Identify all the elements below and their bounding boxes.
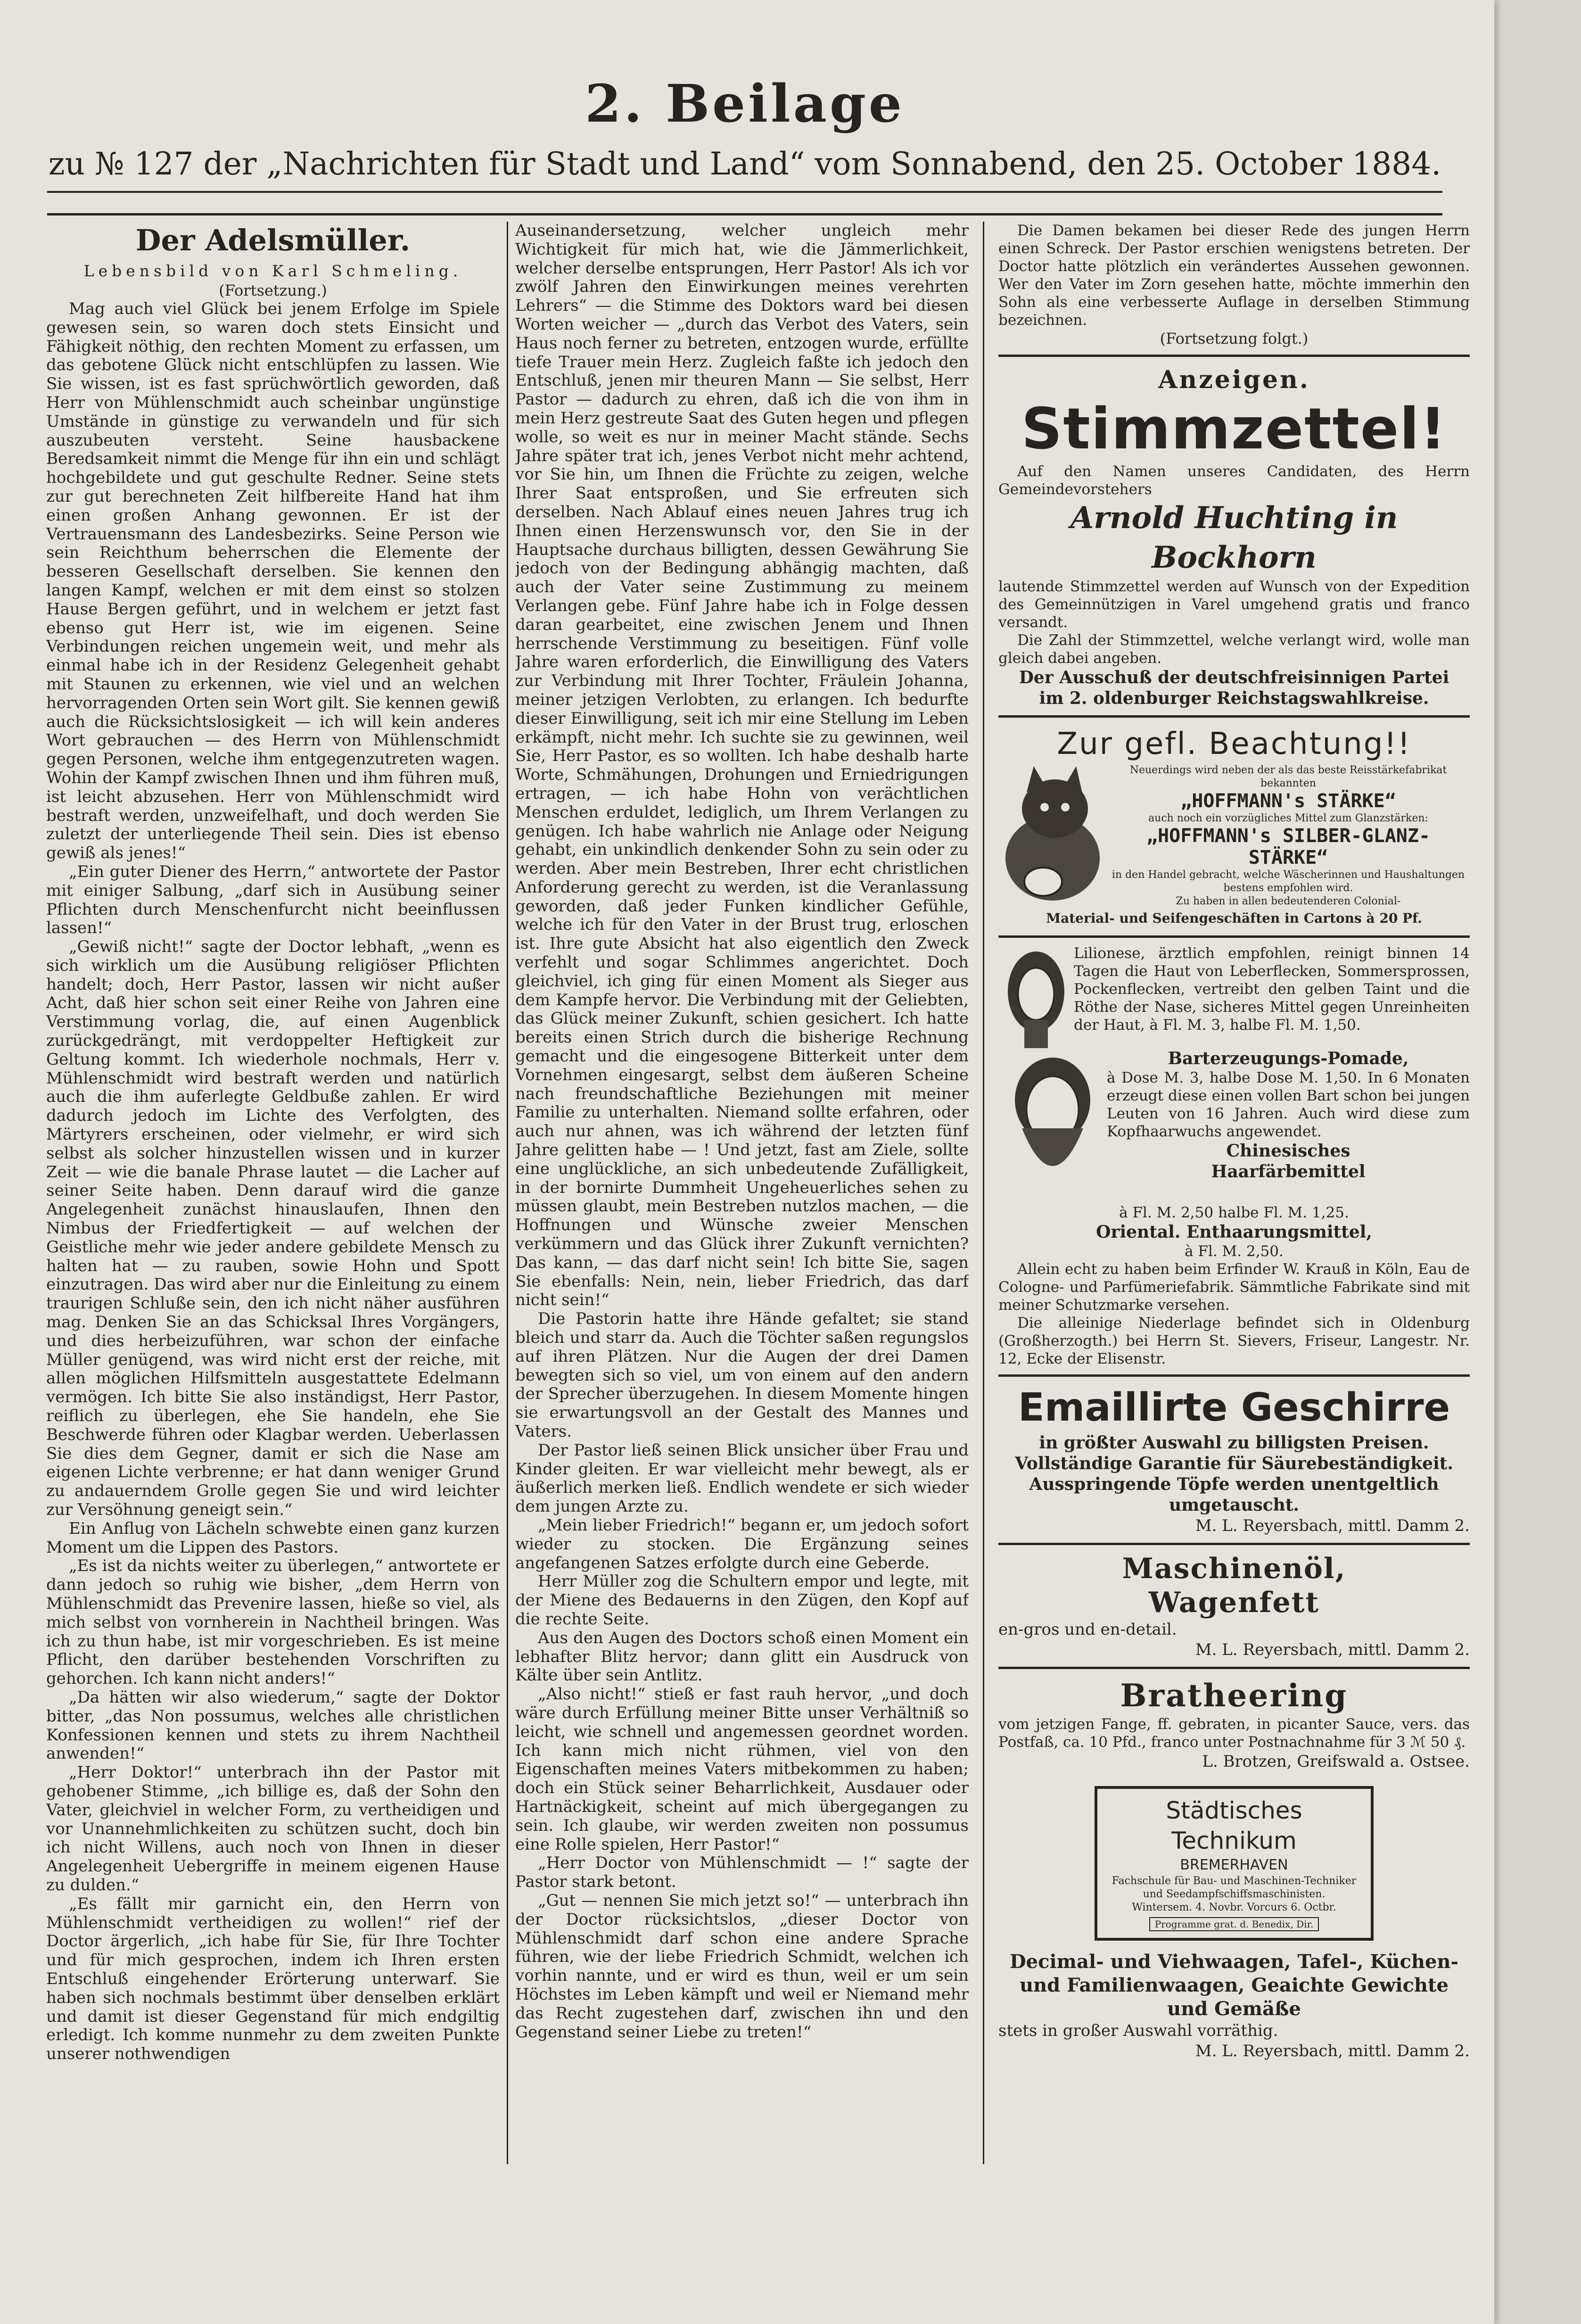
ad-rule xyxy=(998,935,1470,938)
ad-text: lautende Stimmzettel werden auf Wunsch von der Expedition des Gemeinnützigen in Varel umgehend gratis und franco versandt. xyxy=(998,578,1470,631)
ad-text: Fachschule für Bau- und Maschinen-Techniker und Seedampfschiffsmaschinisten. xyxy=(1112,1875,1357,1900)
bearded-man-portrait-icon xyxy=(998,1048,1107,1204)
ad-hoffmann-row xyxy=(998,764,1470,908)
brand-name: „HOFFMANN's STÄRKE“ xyxy=(1180,790,1396,812)
ads-heading-block xyxy=(998,364,1470,397)
paragraph: „Herr Doctor von Mühlenschmidt — !“ sagte der Pastor stark betont. xyxy=(515,1853,969,1892)
paragraph: „Mein lieber Friedrich!“ begann er, um jedoch sofort wieder zu stocken. Die Ergänzung seines angefangenen Satzes erfolgte durch eine Geberde. xyxy=(515,1515,969,1572)
ad-oriental-price: à Fl. M. 2,50. xyxy=(1185,1243,1284,1260)
ad-hoffmann-title: Zur gefl. Beachtung!! xyxy=(1057,727,1411,761)
ad-rule xyxy=(998,715,1470,718)
ad-signature: M. L. Reyersbach, mittl. Damm 2. xyxy=(1195,2042,1470,2060)
ad-signature: im 2. oldenburger Reichstagswahlkreise. xyxy=(1039,688,1429,708)
ad-pomade xyxy=(1107,1069,1470,1141)
ad-text: Wintersem. 4. Novbr. Vorcurs 6. Octbr. xyxy=(1132,1902,1336,1913)
ad-text: Programme grat. d. Benedix, Dir. xyxy=(1149,1917,1319,1931)
ad-candidate-name: Arnold Huchting in Bockhorn xyxy=(1070,500,1398,575)
paragraph: Die Damen bekamen bei dieser Rede des jungen Herrn einen Schreck. Der Pastor erschien wenigstens betreten. Der Doctor hatte plötzlich ein verändertes Aussehen gewonnen. Wer den Vater im Zorn gesehen hatte, möchte immerhin den Sohn als eine verbesserte Auflage in derselben Stimmung bezeichnen. xyxy=(998,222,1470,329)
cat-illustration-icon xyxy=(998,764,1107,905)
ad-bratheering-title: Bratheering xyxy=(1120,1677,1348,1714)
paragraph: Der Pastor ließ seinen Blick unsicher über Frau und Kinder gleiten. Er war vielleicht mehr bewegt, als er äußerlich merken ließ. Endlich wendete er sich wieder dem jungen Arzte zu. xyxy=(515,1440,969,1516)
paragraph: „Ein guter Diener des Herrn,“ antwortete der Pastor mit einiger Salbung, „darf sich in Ausübung seiner Pflichten durch Menschenfurcht nicht beeinflussen lassen!“ xyxy=(46,862,500,938)
paragraph: „Es fällt mir garnicht ein, den Herrn von Mühlenschmidt vertheidigen zu wollen!“ rief der Doctor ärgerlich, „ich habe für Sie, für Ihre Tochter und für mich gesprochen, indem ich Ihren ersten Entschluß eingehender Erörterung unterwarf. Sie haben sich nochmals bestimmt über denselben erklärt und damit ist dieser Gegenstand für mich endgiltig erledigt. Ich komme nunmehr zu dem zweiten Punkte unserer nothwendigen xyxy=(46,1894,500,2064)
ad-technikum-title: Städtisches Technikum xyxy=(1166,1797,1302,1854)
ad-krauss-body xyxy=(998,1260,1470,1368)
story-text-col1 xyxy=(46,300,500,2064)
ad-technikum-city: BREMERHAVEN xyxy=(1180,1857,1288,1873)
ad-text: Zu haben in allen bedeutenderen Colonial- xyxy=(1176,895,1401,907)
ad-text: à Dose M. 3, halbe Dose M. 1,50. In 6 Monaten erzeugt diese einen vollen Bart schon bei jungen Leuten von 16 Jahren. Auch wird diese zum Kopfhaarwuchs angewendet. xyxy=(1107,1069,1470,1140)
section-rule xyxy=(998,355,1470,357)
ad-text: Die Zahl der Stimmzettel, welche verlangt wird, wolle man gleich dabei angeben. xyxy=(998,632,1470,667)
ad-rule xyxy=(998,1374,1470,1377)
ad-rule xyxy=(998,1543,1470,1545)
paragraph: „Da hätten wir also wiederum,“ sagte der Doktor bitter, „das Non possumus, welches alle christlichen Konfessionen kennen und stets zu ihrem Nachtheil anwenden!“ xyxy=(46,1687,500,1763)
ad-maschinen xyxy=(998,1552,1470,1660)
ad-lilionese xyxy=(1074,944,1470,1034)
ad-stimmzettel xyxy=(998,397,1470,709)
paragraph: „Also nicht!“ stieß er fast rauh hervor, „und doch wäre durch Erfüllung meiner Bitte unser Verhältniß so leicht, wie schnell und angemessen geordnet worden. Ich kann mich nicht rühmen, viel von den Eigenschaften meines Vaters mitbekommen zu haben; doch ein Stück seiner Beharrlichkeit, Ausdauer oder Hartnäckigkeit, scheint auf mich übergegangen zu sein. Ich glaube, wir werden zweiten non possumus eine Rolle spielen, Herr Pastor!“ xyxy=(515,1685,969,1854)
ad-text: en-gros und en-detail. xyxy=(998,1620,1177,1639)
ads-heading: Anzeigen. xyxy=(1158,365,1310,394)
story-column-2 xyxy=(515,222,969,2042)
paragraph: „Es ist da nichts weiter zu überlegen,“ antwortete er dann jedoch so ruhig wie bisher, „dem Herrn von Mühlenschmidt das Prevenire lassen, hieße so viel, als mich selbst von vornherein in Nachtheil bringen. Was ich zu thun habe, ist mir vorgeschrieben. Es ist meine Pflicht, den darüber bestehenden Vorschriften zu gehorchen. Ich kann nicht anders!“ xyxy=(46,1556,500,1688)
ad-text: auch noch ein vorzügliches Mittel zum Glanzstärken: xyxy=(1148,812,1428,824)
supplement-subtitle: zu № 127 der „Nachrichten für Stadt und Land“ vom Sonnabend, den 25. October 1884. xyxy=(48,146,1441,182)
story-text-col2 xyxy=(515,222,969,2042)
paragraph: „Gewiß nicht!“ sagte der Doctor lebhaft, „wenn es sich wirklich um die Ausübung religiöser Pflichten handelt; doch, Herr Pastor, lassen wir nicht außer Acht, daß hier schon seit einer Reihe von Jahren eine Verstimmung vorlag, die, auf einen Augenblick zurückgedrängt, mit verdoppelter Heftigkeit zur Geltung kommt. Ich wiederhole nochmals, Herr v. Mühlenschmidt wird bestraft werden und natürlich auch die ihm auferlegte Geldbuße zahlen. Er wird dadurch jedoch im Lichte des Verfolgten, des Märtyrers erscheinen, oder vielmehr, er wird sich selbst als solcher hinzustellen wissen und in kurzer Zeit — wie die banale Phrase lautet — die Lacher auf seiner Seite haben. Denn darauf wird die ganze Angelegenheit zunächst hinauslaufen, Ihnen den Nimbus der Friedfertigkeit — auf welchen der Geistliche mehr wie jeder andere gebildete Mensch zu halten hat — zu rauben, sowie Hohn und Spott einzutragen. Das wird aber nur die Einleitung zu einem traurigen Schluße sein, den ich nicht näher ausführen mag. Denken Sie an das Schicksal Ihres Vorgängers, und dies herbeizuführen, war schon der einfache Müller genügend, was wird nicht erst der reiche, mit allen möglichen Hilfsmitteln ausgestattete Edelmann vermögen. Ich bitte Sie also inständigst, Herr Pastor, reiflich zu überlegen, ehe Sie handeln, ehe Sie Beschwerde führen oder Klagbar werden. Ueberlassen Sie dies dem Gegner, damit er sich die Nase am eigenen Lichte verbrenne; er hat dann weniger Grund zu andauerndem Grolle gegen Sie und wird leichter zur Versöhnung geneigt sein.“ xyxy=(46,937,500,1519)
story-subtitle: Lebensbild von Karl Schmeling. xyxy=(83,262,462,280)
ad-stimmzettel-title: Stimmzettel! xyxy=(1021,397,1447,462)
paragraph: Herr Müller zog die Schultern empor und legte, mit der Miene des Bedauerns in den Zügen, den Kopf auf die rechte Seite. xyxy=(515,1572,969,1629)
supplement-title: 2. Beilage xyxy=(585,73,905,134)
header-rule-thick xyxy=(47,213,1442,215)
ad-stimmzettel-body xyxy=(998,578,1470,667)
story-to-be-continued: (Fortsetzung folgt.) xyxy=(1160,330,1309,347)
story-conclusion xyxy=(998,222,1470,329)
ad-maschinen-title: Wagenfett xyxy=(1148,1586,1320,1619)
ad-text: Auf den Namen unseres Candidaten, des Herrn Gemeindevorstehers xyxy=(998,463,1470,498)
ad-bratheering xyxy=(998,1676,1470,1772)
ad-waagen-title: Decimal- und Viehwaagen, Tafel-, Küchen- und Familienwaagen, Geaichte Gewichte und Gemäße xyxy=(1009,1951,1459,2020)
header-rule xyxy=(47,191,1442,193)
paragraph: Mag auch viel Glück bei jenem Erfolge im Spiele gewesen sein, so waren doch stets Einsicht und Fähigkeit nöthig, den rechten Moment zu erfassen, um das gebotene Glück nicht entschlüpfen zu lassen. Wie Sie wissen, ist es fast sprüchwörtlich geworden, daß Herr von Mühlenschmidt auch scheinbar ungünstige Umstände in günstige zu verwandeln und für sich auszubeuten versteht. Seine hausbackene Beredsamkeit nimmt die Menge für ihn ein und schlägt hochgebildete und gut geschulte Redner. Seine stets zur gut berechneten Zeit hilfbereite Hand hat ihm einen großen Anhang gewonnen. Er ist der Vertrauensmann des Landesbezirks. Seine Person wie sein Reichthum beherrschen die Elemente der besseren Gesellschaft derselben. Sie kennen den langen Kampf, welchen er mit dem einst so stolzen Hause Bergen geführt, und in welchem er jetzt fast ebenso gut Herr ist, wie im eigenen. Seine Verbindungen reichen ungemein weit, und mehr als einmal habe ich in der Residenz Gelegenheit gehabt mit Staunen zu erkennen, wie viel und an welchen hervorragenden Orten sein Wort gilt. Sie kennen gewiß auch die Rücksichtslosigkeit — ich will kein anderes Wort gebrauchen — des Herrn von Mühlenschmidt gegen Personen, welche ihm entgegenzutreten wagen. Wohin der Kampf zwischen Ihnen und ihm führen muß, ist leicht abzusehen. Herr von Mühlenschmidt wird bestraft werden, unzweifelhaft, und doch werden Sie zuletzt der unterliegende Theil sein. Dies ist ebenso gewiß als jenes!“ xyxy=(46,299,500,863)
ad-krauss xyxy=(998,944,1470,1368)
ad-text: in den Handel gebracht, welche Wäscherinnen und Haushaltungen bestens empfohlen wird. xyxy=(1112,869,1465,894)
ad-pomade-title: Barterzeugungs-Pomade, xyxy=(1168,1049,1409,1068)
ad-text: Die alleinige Niederlage befindet sich in Oldenburg (Großherzogth.) bei Herrn St. Sievers, Friseur, Langestr. Nr. 12, Ecke der Elisenstr. xyxy=(998,1315,1470,1367)
ad-email-title: Emaillirte Geschirre xyxy=(1018,1385,1450,1430)
column-divider-1 xyxy=(507,222,508,2164)
ad-text: vom jetzigen Fange, ff. gebraten, in picanter Sauce, vers. das Postfaß, ca. 10 Pfd., franco unter Postnachnahme für 3 ℳ 50 ₰. xyxy=(998,1716,1470,1751)
story-title: Der Adelsmüller. xyxy=(135,223,411,257)
ad-signature: Der Ausschuß der deutschfreisinnigen Partei xyxy=(1019,668,1449,687)
ad-text: in größter Auswahl zu billigsten Preisen. xyxy=(1039,1433,1429,1453)
ad-text: Allein echt zu haben beim Erfinder W. Krauß in Köln, Eau de Cologne- und Parfümeriefabrik. Sämmtliche Fabrikate sind mit meiner Schutzmarke versehen. xyxy=(998,1261,1470,1314)
ad-email xyxy=(998,1383,1470,1536)
ad-hoffmann xyxy=(998,724,1470,929)
ad-text: Vollständige Garantie für Säurebeständigkeit. Ausspringende Töpfe werden unentgeltlich umgetauscht. xyxy=(1015,1454,1453,1515)
ad-text: Material- und Seifengeschäften in Cartons à 20 Pf. xyxy=(1046,910,1422,926)
story-continued: (Fortsetzung.) xyxy=(219,281,327,299)
ad-signature: M. L. Reyersbach, mittl. Damm 2. xyxy=(1195,1516,1470,1535)
ad-technikum xyxy=(1095,1786,1374,1941)
ad-bratheering-body xyxy=(998,1715,1470,1751)
paragraph: Ein Anflug von Lächeln schwebte einen ganz kurzen Moment um die Lippen des Pastors. xyxy=(46,1519,500,1557)
ads-column xyxy=(998,222,1470,2061)
ad-oriental: Oriental. Enthaarungsmittel, xyxy=(1096,1222,1372,1242)
ad-text: Neuerdings wird neben der als das beste Reisstärkefabrikat bekannten xyxy=(1129,764,1447,789)
paragraph: „Herr Doktor!“ unterbrach ihn der Pastor mit gehobener Stimme, „ich billige es, daß der Sohn den Vater, gleichviel in welcher Form, zu vertheidigen und vor Unannehmlichkeiten zu schützen sucht, doch bin ich nicht Willens, auch noch von Ihnen in dieser Angelegenheit Uebergriffe in meinem eigenen Hause zu dulden.“ xyxy=(46,1763,500,1894)
story-column-1 xyxy=(46,222,500,2064)
ad-rule xyxy=(998,1667,1470,1669)
ad-krauss-row-1 xyxy=(998,944,1470,1048)
column-divider-2 xyxy=(983,222,984,2164)
ad-haar-title: Haarfärbemittel xyxy=(1211,1162,1366,1182)
ad-stimmzettel-intro xyxy=(998,463,1470,498)
ad-maschinen-title: Maschinenöl, xyxy=(1122,1552,1346,1585)
ad-waagen xyxy=(998,1950,1470,2061)
ad-signature: L. Brotzen, Greifswald a. Ostsee. xyxy=(1202,1752,1470,1771)
paragraph: Auseinandersetzung, welcher ungleich mehr Wichtigkeit für mich hat, wie die Jämmerlichkeit, welcher derselbe entsprungen, Herr Pastor! Als ich vor zwölf Jahren den Einwirkungen meines verehrten Lehrers“ — die Stimme des Doktors ward bei diesen Worten weicher — „durch das Verbot des Vaters, sein Haus noch ferner zu betreten, entzogen wurde, erfüllte tiefe Trauer mein Herz. Zugleich faßte ich jedoch den Entschluß, jenen mir theuren Mann — Sie selbst, Herr Pastor — dadurch zu ehren, daß ich die von ihm in mein Herz gestreute Saat des Guten hegen und pflegen wolle, so weit es nur in meiner Macht stände. Sechs Jahre später trat ich, jenes Verbot nicht mehr achtend, vor Sie hin, um Ihnen die Früchte zu zeigen, welche Ihrer Saat entsproßen, und Sie erfreuten sich derselben. Nach Ablauf eines neuen Jahres trug ich Ihnen einen Herzenswunsch vor, den Sie in der Hauptsache durchaus billigten, dessen Gewährung Sie jedoch von der Bedingung abhängig machten, daß auch der Vater seine Zustimmung zu meinem Verlangen gebe. Fünf Jahre habe ich in Folge dessen daran gearbeitet, eine zwischen Jenem und Ihnen herrschende Verstimmung zu beseitigen. Fünf volle Jahre waren erforderlich, die Einwilligung des Vaters zur Verbindung mit Ihrer Tochter, Fräulein Johanna, meiner jetzigen Verlobten, zu erlangen. Ich bedurfte dieser Einwilligung, seit ich mir eine Stellung im Leben erkämpft, nicht mehr. Ich suchte sie zu gewinnen, weil Sie, Herr Pastor, es so wollten. Ich habe deshalb harte Worte, Schmähungen, Drohungen und Erniedrigungen ertragen, — ich habe Hohn von verächtlichen Menschen erduldet, lediglich, um Ihrem Verlangen zu genügen. Ich habe wahrlich nie Anlage oder Neigung gehabt, ein unkindlich denkender Sohn zu sein oder zu werden. Aber mein Bestreben, Ihrer echt christlichen Anforderung gerecht zu werden, ist die Veranlassung geworden, daß jeder Funken kindlicher Gefühle, welche ich für den Vater in der Brust trug, erloschen ist. Ihre gute Absicht hat also eigentlich den Zweck verfehlt und sogar Schlimmes angerichtet. Doch gleichviel, ich ging für einen Moment als Sieger aus dem Kampfe hervor. Die Verbindung mit der Geliebten, das Glück meiner Zukunft, schien gesichert. Ich hatte bereits einen Strich durch die bisherige Rechnung gemacht und die eingesogene Bitterkeit unter dem Vornehmen eingesargt, selbst dem äußeren Scheine nach freundschaftliche Beziehungen mit meiner Familie zu unterhalten. Niemand sollte erfahren, oder auch nur ahnen, was ich während der letzten fünf Jahre gelitten habe — ! Und jetzt, fast am Ziele, sollte eine unglückliche, an sich unbedeutende Zufälligkeit, in der bornirte Dummheit Ungeheuerliches sehen zu müssen glaubt, mein Bestreben nutzlos machen, — die Hoffnungen und Wünsche zweier Menschen verkümmern und das Glück ihrer Zukunft vernichten? Das kann, — das darf nicht sein! Ich bitte Sie, sagen Sie ebenfalls: Nein, nein, lieber Friedrich, das darf nicht sein!“ xyxy=(515,222,969,1310)
ad-krauss-row-2 xyxy=(998,1048,1470,1204)
masthead xyxy=(47,71,1442,187)
ad-pomade-block xyxy=(1107,1048,1470,1182)
brand-name: „HOFFMANN's SILBER-GLANZ-STÄRKE“ xyxy=(1146,825,1431,868)
paragraph: „Gut — nennen Sie mich jetzt so!“ — unterbrach ihn der Doctor rücksichtslos, „dieser Doctor von Mühlenschmidt darf schon eine andere Sprache führen, wie der liebe Friedrich Schmidt, welchen ich vorhin nannte, und er wird es thun, weil er um sein Höchstes im Leben kämpft und weil er Niemand mehr das Recht zugestehen darf, zwischen ihn und den Gegenstand seiner Liebe zu treten!“ xyxy=(515,1891,969,2042)
woman-portrait-icon xyxy=(998,944,1074,1048)
ad-signature: M. L. Reyersbach, mittl. Damm 2. xyxy=(1195,1640,1470,1659)
paragraph: Aus den Augen des Doctors schoß einen Moment ein lebhafter Blitz hervor; dann glitt ein Ausdruck von Kälte über sein Antlitz. xyxy=(515,1628,969,1685)
ad-haar-price: à Fl. M. 2,50 halbe Fl. M. 1,25. xyxy=(1119,1204,1349,1221)
ad-text: Lilionese, ärztlich empfohlen, reinigt binnen 14 Tagen die Haut von Leberflecken, Sommersprossen, Pockenflecken, vertreibt den gelben Taint und die Röthe der Nase, sicheres Mittel gegen Unreinheiten der Haut, à Fl. M. 3, halbe Fl. M. 1,50. xyxy=(1074,945,1470,1034)
ad-text: stets in großer Auswahl vorräthig. xyxy=(998,2021,1278,2040)
ad-haar-title: Chinesisches xyxy=(1226,1141,1350,1161)
paragraph: Die Pastorin hatte ihre Hände gefaltet; sie stand bleich und starr da. Auch die Töchter saßen regungslos auf ihren Plätzen. Nur die Augen der drei Damen bewegten sich so viel, um von einem auf den andern der Sprecher überzugehen. In diesem Momente hingen sie erwartungsvoll an der Gestalt des Mannes und Vaters. xyxy=(515,1309,969,1441)
